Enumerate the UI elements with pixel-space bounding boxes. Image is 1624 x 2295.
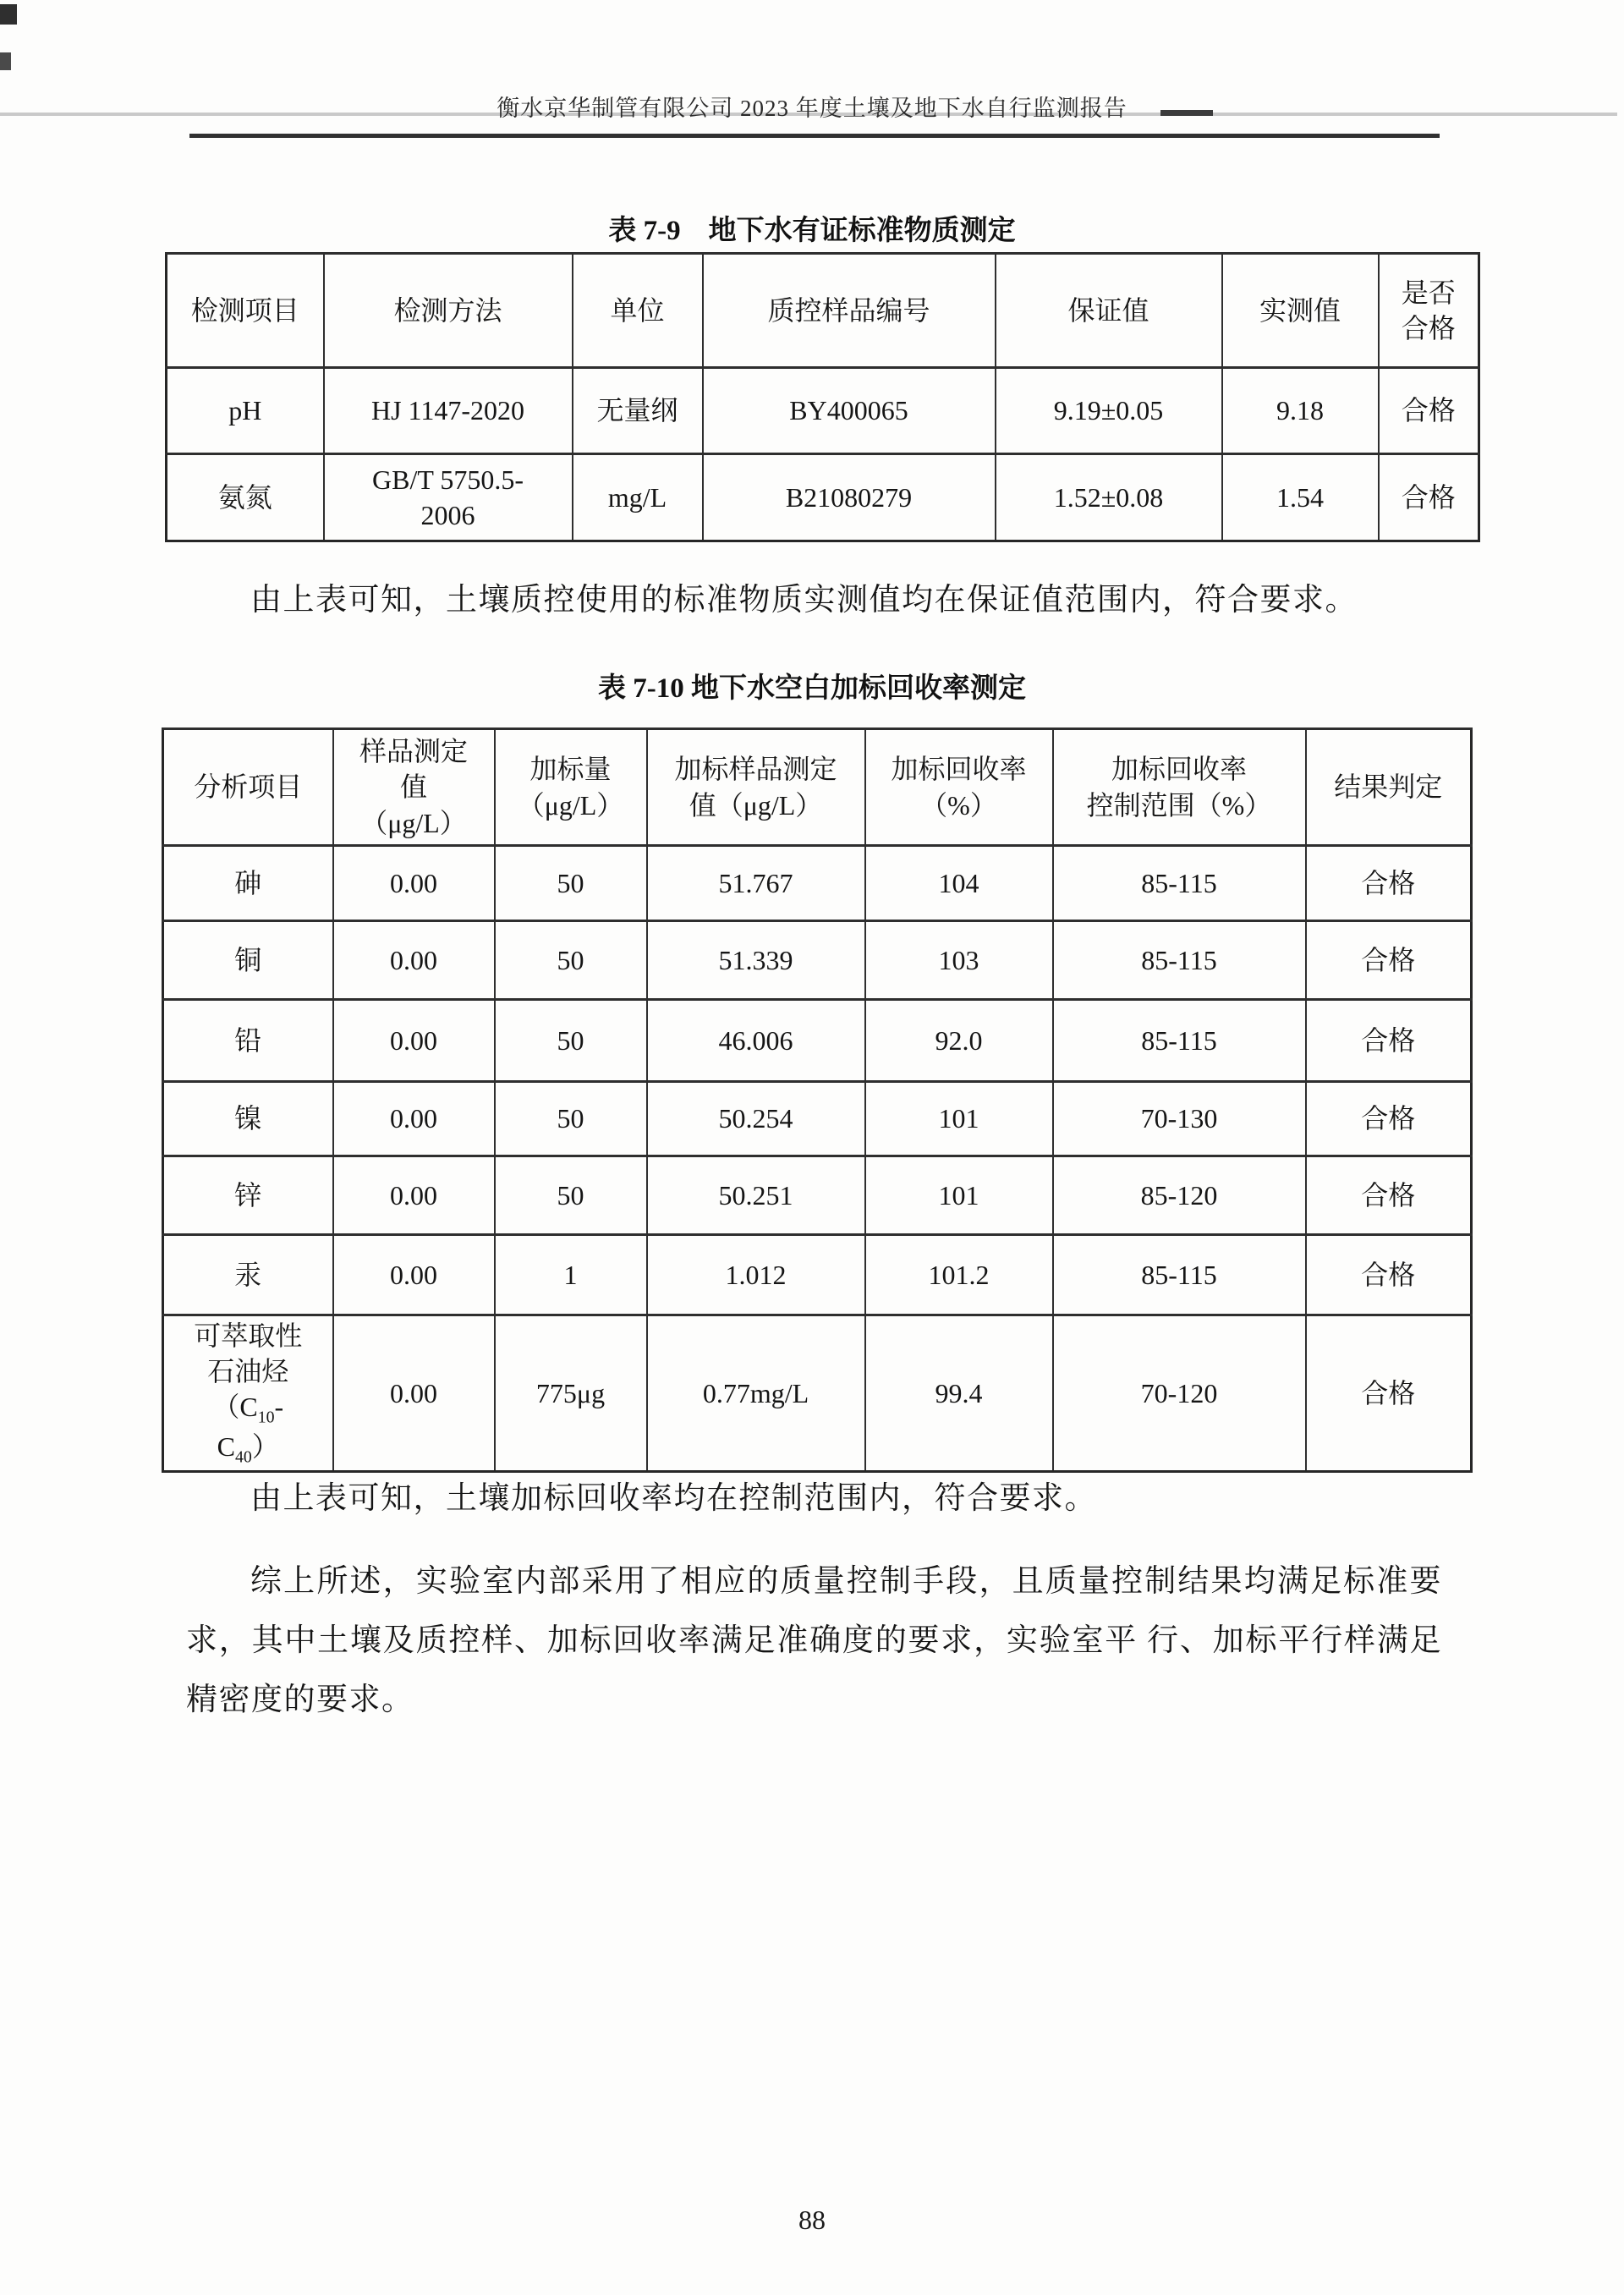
table-cell: 85-115 xyxy=(1053,921,1306,1000)
table-cell: 104 xyxy=(865,846,1053,921)
table-cell: 无量纲 xyxy=(573,368,703,454)
column-header: 质控样品编号 xyxy=(703,254,996,368)
table-cell: 镍 xyxy=(163,1082,333,1156)
table-cell: 合格 xyxy=(1306,921,1472,1000)
column-header: 检测项目 xyxy=(167,254,324,368)
table-cell: 775μg xyxy=(495,1315,647,1472)
table-header-row xyxy=(163,729,1472,846)
table-cell: 50 xyxy=(495,1000,647,1082)
table-cell: 50.251 xyxy=(647,1156,865,1235)
table-cell: 1.54 xyxy=(1222,454,1379,541)
column-header: 加标回收率 控制范围（%） xyxy=(1053,729,1306,846)
table-cell: 锌 xyxy=(163,1156,333,1235)
table-cell: 85-115 xyxy=(1053,1000,1306,1082)
table-cell: mg/L xyxy=(573,454,703,541)
table-cell: 合格 xyxy=(1379,454,1479,541)
table-row xyxy=(163,1156,1472,1235)
table-cell: 0.00 xyxy=(333,1235,495,1315)
column-header: 保证值 xyxy=(996,254,1222,368)
table-groundwater-crm-determination xyxy=(165,252,1480,542)
table-row xyxy=(163,1000,1472,1082)
column-header: 加标回收率 （%） xyxy=(865,729,1053,846)
table-cell: 50 xyxy=(495,921,647,1000)
page-header-title: 衡水京华制管有限公司 2023 年度土壤及地下水自行监测报告 xyxy=(497,96,1127,121)
table-cell: 101 xyxy=(865,1082,1053,1156)
table-cell: 可萃取性 石油烃 （$C_{10}-$ $C_{40}$） xyxy=(163,1315,333,1472)
table-row xyxy=(163,1082,1472,1156)
page-number: 88 xyxy=(798,2204,826,2235)
table-cell: 合格 xyxy=(1306,1156,1472,1235)
table-cell: 9.18 xyxy=(1222,368,1379,454)
table-blank-spike-recovery xyxy=(162,727,1473,1473)
table-cell: 51.767 xyxy=(647,846,865,921)
table-cell: 合格 xyxy=(1306,1000,1472,1082)
scan-artifact xyxy=(0,4,17,25)
table-cell: 0.00 xyxy=(333,846,495,921)
table-cell: 铜 xyxy=(163,921,333,1000)
table-cell: 合格 xyxy=(1379,368,1479,454)
table-cell: 85-120 xyxy=(1053,1156,1306,1235)
table-row xyxy=(163,846,1472,921)
table-cell: 50 xyxy=(495,846,647,921)
table-header-row xyxy=(167,254,1479,368)
table-cell: 1.52±0.08 xyxy=(996,454,1222,541)
table-cell: 85-115 xyxy=(1053,846,1306,921)
column-header: 加标量 （μg/L） xyxy=(495,729,647,846)
table-row xyxy=(167,454,1479,541)
table-cell: 85-115 xyxy=(1053,1235,1306,1315)
table-cell: pH xyxy=(167,368,324,454)
table-cell: 9.19±0.05 xyxy=(996,368,1222,454)
table-row xyxy=(163,921,1472,1000)
scan-artifact xyxy=(0,52,11,70)
table-cell: 1.012 xyxy=(647,1235,865,1315)
table-cell: 0.00 xyxy=(333,1156,495,1235)
paragraph-conclusion-1: 由上表可知，土壤质控使用的标准物质实测值均在保证值范围内，符合要求。 xyxy=(250,583,1358,618)
table-cell: 0.00 xyxy=(333,921,495,1000)
table-cell: 101 xyxy=(865,1156,1053,1235)
table2-title: 表 7-10 地下水空白加标回收率测定 xyxy=(598,673,1026,704)
table-cell: BY400065 xyxy=(703,368,996,454)
table-cell: 0.00 xyxy=(333,1082,495,1156)
table-cell: 70-120 xyxy=(1053,1315,1306,1472)
table-cell: 砷 xyxy=(163,846,333,921)
table-cell: 0.00 xyxy=(333,1000,495,1082)
table-cell: 0.77mg/L xyxy=(647,1315,865,1472)
table-cell: 合格 xyxy=(1306,846,1472,921)
column-header: 是否 合格 xyxy=(1379,254,1479,368)
table-cell: HJ 1147-2020 xyxy=(324,368,573,454)
table-cell: B21080279 xyxy=(703,454,996,541)
table-cell: 合格 xyxy=(1306,1082,1472,1156)
column-header: 分析项目 xyxy=(163,729,333,846)
table-row xyxy=(167,368,1479,454)
column-header: 样品测定 值 （μg/L） xyxy=(333,729,495,846)
table-cell: 氨氮 xyxy=(167,454,324,541)
table-cell: 50 xyxy=(495,1082,647,1156)
table-cell: 50.254 xyxy=(647,1082,865,1156)
table-cell: 50 xyxy=(495,1156,647,1235)
table-row xyxy=(163,1315,1472,1472)
table-cell: 汞 xyxy=(163,1235,333,1315)
table-cell: 合格 xyxy=(1306,1235,1472,1315)
paragraph-conclusion-2: 由上表可知，土壤加标回收率均在控制范围内，符合要求。 xyxy=(250,1481,1097,1516)
table-cell: 101.2 xyxy=(865,1235,1053,1315)
table-row xyxy=(163,1235,1472,1315)
table-cell: 0.00 xyxy=(333,1315,495,1472)
table-cell: 1 xyxy=(495,1235,647,1315)
column-header: 实测值 xyxy=(1222,254,1379,368)
column-header: 检测方法 xyxy=(324,254,573,368)
header-rule xyxy=(189,134,1440,138)
table-cell: 合格 xyxy=(1306,1315,1472,1472)
column-header: 单位 xyxy=(573,254,703,368)
table-cell: 99.4 xyxy=(865,1315,1053,1472)
table-cell: 70-130 xyxy=(1053,1082,1306,1156)
table-cell: 铅 xyxy=(163,1000,333,1082)
column-header: 加标样品测定 值（μg/L） xyxy=(647,729,865,846)
table-cell: 51.339 xyxy=(647,921,865,1000)
column-header: 结果判定 xyxy=(1306,729,1472,846)
table-cell: GB/T 5750.5- 2006 xyxy=(324,454,573,541)
table-cell: 92.0 xyxy=(865,1000,1053,1082)
table-cell: 46.006 xyxy=(647,1000,865,1082)
paragraph-summary: 综上所述，实验室内部采用了相应的质量控制手段，且质量控制结果均满足标准要求，其中土壤及质控样、加标回收率满足准确度的要求，实验室平 行、加标平行样满足精密度的要求。 xyxy=(186,1564,1442,1717)
table1-title: 表 7-9 地下水有证标准物质测定 xyxy=(608,216,1016,246)
table-cell: 103 xyxy=(865,921,1053,1000)
